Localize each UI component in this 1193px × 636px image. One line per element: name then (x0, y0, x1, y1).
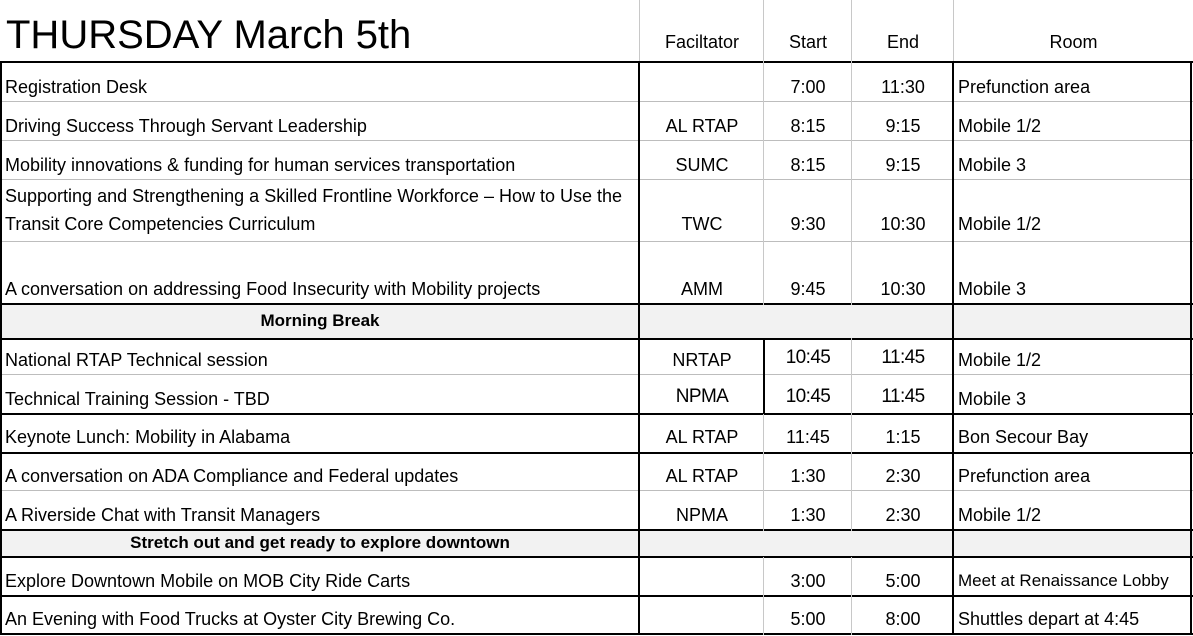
room-cell[interactable] (954, 491, 1193, 530)
end-cell[interactable] (852, 63, 954, 102)
start-time: 9:30 (790, 214, 826, 234)
start-time: 1:30 (790, 466, 826, 486)
facilitator: NPMA (675, 505, 728, 525)
room-cell[interactable] (954, 242, 1193, 304)
facilitator-header-cell[interactable] (640, 0, 764, 62)
room-cell[interactable] (954, 375, 1193, 414)
facilitator: SUMC (675, 155, 729, 175)
break-label: Morning Break (260, 311, 380, 330)
start-time: 1:30 (790, 505, 826, 525)
table-row (0, 453, 1193, 491)
session-name: Explore Downtown Mobile on MOB City Ride Carts (5, 571, 411, 591)
gridline (0, 556, 1193, 558)
room: Mobile 1/2 (958, 350, 1042, 370)
start-cell[interactable] (764, 63, 852, 102)
start-time: 9:45 (790, 279, 826, 299)
session-name: Driving Success Through Servant Leadership (5, 116, 367, 136)
table-row (0, 242, 1193, 304)
end-time: 9:15 (885, 155, 921, 175)
room-cell[interactable] (954, 180, 1193, 242)
start-time: 3:00 (790, 571, 826, 591)
room: Mobile 3 (958, 279, 1027, 299)
room: Mobile 1/2 (958, 116, 1042, 136)
facilitator: NRTAP (672, 350, 732, 370)
start-cell[interactable] (764, 141, 852, 180)
session-cell[interactable] (0, 63, 640, 102)
table-row (0, 491, 1193, 530)
start-cell[interactable] (764, 339, 852, 375)
session-name: Mobility innovations & funding for human services transportation (5, 155, 516, 175)
table-row (0, 596, 1193, 634)
room-cell[interactable] (954, 102, 1193, 141)
start-cell[interactable] (764, 375, 852, 414)
start-cell[interactable] (764, 558, 852, 596)
session-name: Supporting and Strengthening a Skilled Frontline Workforce – How to Use the Transit Core Competencies Curriculum (5, 186, 623, 234)
facilitator-cell[interactable] (640, 339, 764, 375)
end-cell[interactable] (852, 180, 954, 242)
start-cell[interactable] (764, 180, 852, 242)
break-cell[interactable] (0, 305, 640, 338)
end-time: 8:00 (885, 609, 921, 629)
start-time: 8:15 (790, 155, 826, 175)
start-cell[interactable] (764, 102, 852, 141)
session-name: Registration Desk (5, 77, 148, 97)
table-row (0, 102, 1193, 141)
end-time: 2:30 (885, 466, 921, 486)
end-time: 1:15 (885, 427, 921, 447)
facilitator-cell[interactable] (640, 491, 764, 530)
end-cell[interactable] (852, 339, 954, 375)
facilitator-cell[interactable] (640, 242, 764, 304)
end-time: 11:45 (881, 347, 925, 368)
session-cell[interactable] (0, 180, 640, 242)
gridline (639, 0, 640, 62)
end-time: 2:30 (885, 505, 921, 525)
room-header-cell[interactable] (954, 0, 1193, 62)
gridline (0, 413, 1193, 415)
table-row (0, 414, 1193, 452)
gridline (763, 557, 764, 635)
table-row (0, 558, 1193, 596)
session-name: A conversation on addressing Food Insecurity with Mobility projects (5, 279, 541, 299)
start-cell[interactable] (764, 491, 852, 530)
break-cell[interactable] (0, 531, 640, 557)
facilitator: AMM (681, 279, 723, 299)
gridline (763, 338, 765, 414)
gridline (0, 374, 1193, 375)
gridline (0, 595, 1193, 597)
facilitator: AL RTAP (665, 427, 739, 447)
gridline (0, 140, 1193, 141)
end-cell[interactable] (852, 242, 954, 304)
gridline (0, 179, 1193, 180)
start-time: 10:45 (785, 347, 831, 368)
facilitator-cell[interactable] (640, 596, 764, 634)
facilitator-cell[interactable] (640, 180, 764, 242)
gridline (638, 61, 640, 635)
facilitator: TWC (681, 214, 723, 234)
room: Bon Secour Bay (958, 427, 1089, 447)
gridline (851, 0, 852, 305)
gridline (763, 414, 764, 531)
end-cell[interactable] (852, 491, 954, 530)
end-time: 11:30 (881, 77, 925, 97)
session-name: Keynote Lunch: Mobility in Alabama (5, 427, 291, 447)
end-cell[interactable] (852, 453, 954, 491)
room-cell[interactable] (954, 414, 1193, 452)
day-title: THURSDAY March 5th (6, 13, 412, 57)
room: Prefunction area (958, 466, 1091, 486)
table-row (0, 63, 1193, 102)
room-cell[interactable] (954, 339, 1193, 375)
session-cell[interactable] (0, 558, 640, 596)
break-row (0, 531, 1193, 557)
session-cell[interactable] (0, 375, 640, 414)
room-cell[interactable] (954, 596, 1193, 634)
room: Meet at Renaissance Lobby (958, 571, 1169, 590)
gridline (0, 490, 1193, 491)
gridline (763, 0, 764, 305)
gridline (851, 557, 852, 635)
gridline (0, 101, 1193, 102)
start-header-cell[interactable] (764, 0, 852, 62)
room: Prefunction area (958, 77, 1091, 97)
end-time: 10:30 (880, 279, 926, 299)
session-cell[interactable] (0, 339, 640, 375)
session-cell[interactable] (0, 141, 640, 180)
table-row (0, 180, 1193, 242)
start-cell[interactable] (764, 596, 852, 634)
start-time: 7:00 (790, 77, 826, 97)
session-name: Technical Training Session - TBD (5, 389, 270, 409)
facilitator: AL RTAP (665, 466, 739, 486)
facilitator-cell[interactable] (640, 453, 764, 491)
facilitator-cell[interactable] (640, 414, 764, 452)
gridline (0, 452, 1193, 454)
session-cell[interactable] (0, 491, 640, 530)
room: Mobile 1/2 (958, 505, 1042, 525)
end-time: 5:00 (885, 571, 921, 591)
gridline (0, 633, 1193, 635)
table-row (0, 375, 1193, 414)
room-header: Room (1049, 32, 1098, 52)
room-cell[interactable] (954, 453, 1193, 491)
session-name: A Riverside Chat with Transit Managers (5, 505, 321, 525)
room: Mobile 3 (958, 155, 1027, 175)
end-cell[interactable] (852, 596, 954, 634)
facilitator-cell[interactable] (640, 141, 764, 180)
day-title-cell[interactable] (0, 0, 640, 62)
gridline (953, 0, 954, 62)
gridline (0, 338, 1193, 340)
start-cell[interactable] (764, 242, 852, 304)
room: Mobile 1/2 (958, 214, 1042, 234)
gridline (952, 61, 954, 635)
room-cell[interactable] (954, 141, 1193, 180)
end-cell[interactable] (852, 558, 954, 596)
session-cell[interactable] (0, 414, 640, 452)
room-cell[interactable] (954, 558, 1193, 596)
end-cell[interactable] (852, 102, 954, 141)
room: Shuttles depart at 4:45 (958, 609, 1140, 629)
start-cell[interactable] (764, 453, 852, 491)
start-cell[interactable] (764, 414, 852, 452)
facilitator-cell[interactable] (640, 558, 764, 596)
gridline (0, 529, 1193, 531)
break-label: Stretch out and get ready to explore downtown (130, 533, 510, 552)
gridline (851, 338, 852, 531)
end-time: 10:30 (880, 214, 926, 234)
facilitator: AL RTAP (665, 116, 739, 136)
end-header: End (886, 32, 920, 52)
gridline (0, 61, 2, 635)
facilitator: NPMA (675, 386, 729, 407)
room: Mobile 3 (958, 389, 1027, 409)
table-row (0, 339, 1193, 375)
end-cell[interactable] (852, 375, 954, 414)
gridline (1190, 61, 1192, 635)
session-cell[interactable] (0, 242, 640, 304)
room-cell[interactable] (954, 63, 1193, 102)
gridline (0, 241, 1193, 242)
start-time: 5:00 (790, 609, 826, 629)
end-header-cell[interactable] (852, 0, 954, 62)
facilitator-header: Faciltator (664, 32, 740, 52)
start-time: 8:15 (790, 116, 826, 136)
end-cell[interactable] (852, 141, 954, 180)
facilitator-cell[interactable] (640, 63, 764, 102)
facilitator-cell[interactable] (640, 102, 764, 141)
session-cell[interactable] (0, 596, 640, 634)
session-name: National RTAP Technical session (5, 350, 268, 370)
session-cell[interactable] (0, 102, 640, 141)
break-row (0, 305, 1193, 338)
session-cell[interactable] (0, 453, 640, 491)
end-time: 11:45 (881, 386, 925, 407)
table-row (0, 141, 1193, 180)
end-time: 9:15 (885, 116, 921, 136)
gridline (0, 303, 1193, 305)
facilitator-cell[interactable] (640, 375, 764, 414)
header-row (0, 0, 1193, 62)
start-time: 10:45 (785, 386, 831, 407)
start-time: 11:45 (786, 427, 830, 447)
session-name: A conversation on ADA Compliance and Federal updates (5, 466, 459, 486)
session-name: An Evening with Food Trucks at Oyster City Brewing Co. (5, 609, 456, 629)
start-header: Start (788, 32, 827, 52)
gridline (0, 61, 1193, 63)
end-cell[interactable] (852, 414, 954, 452)
